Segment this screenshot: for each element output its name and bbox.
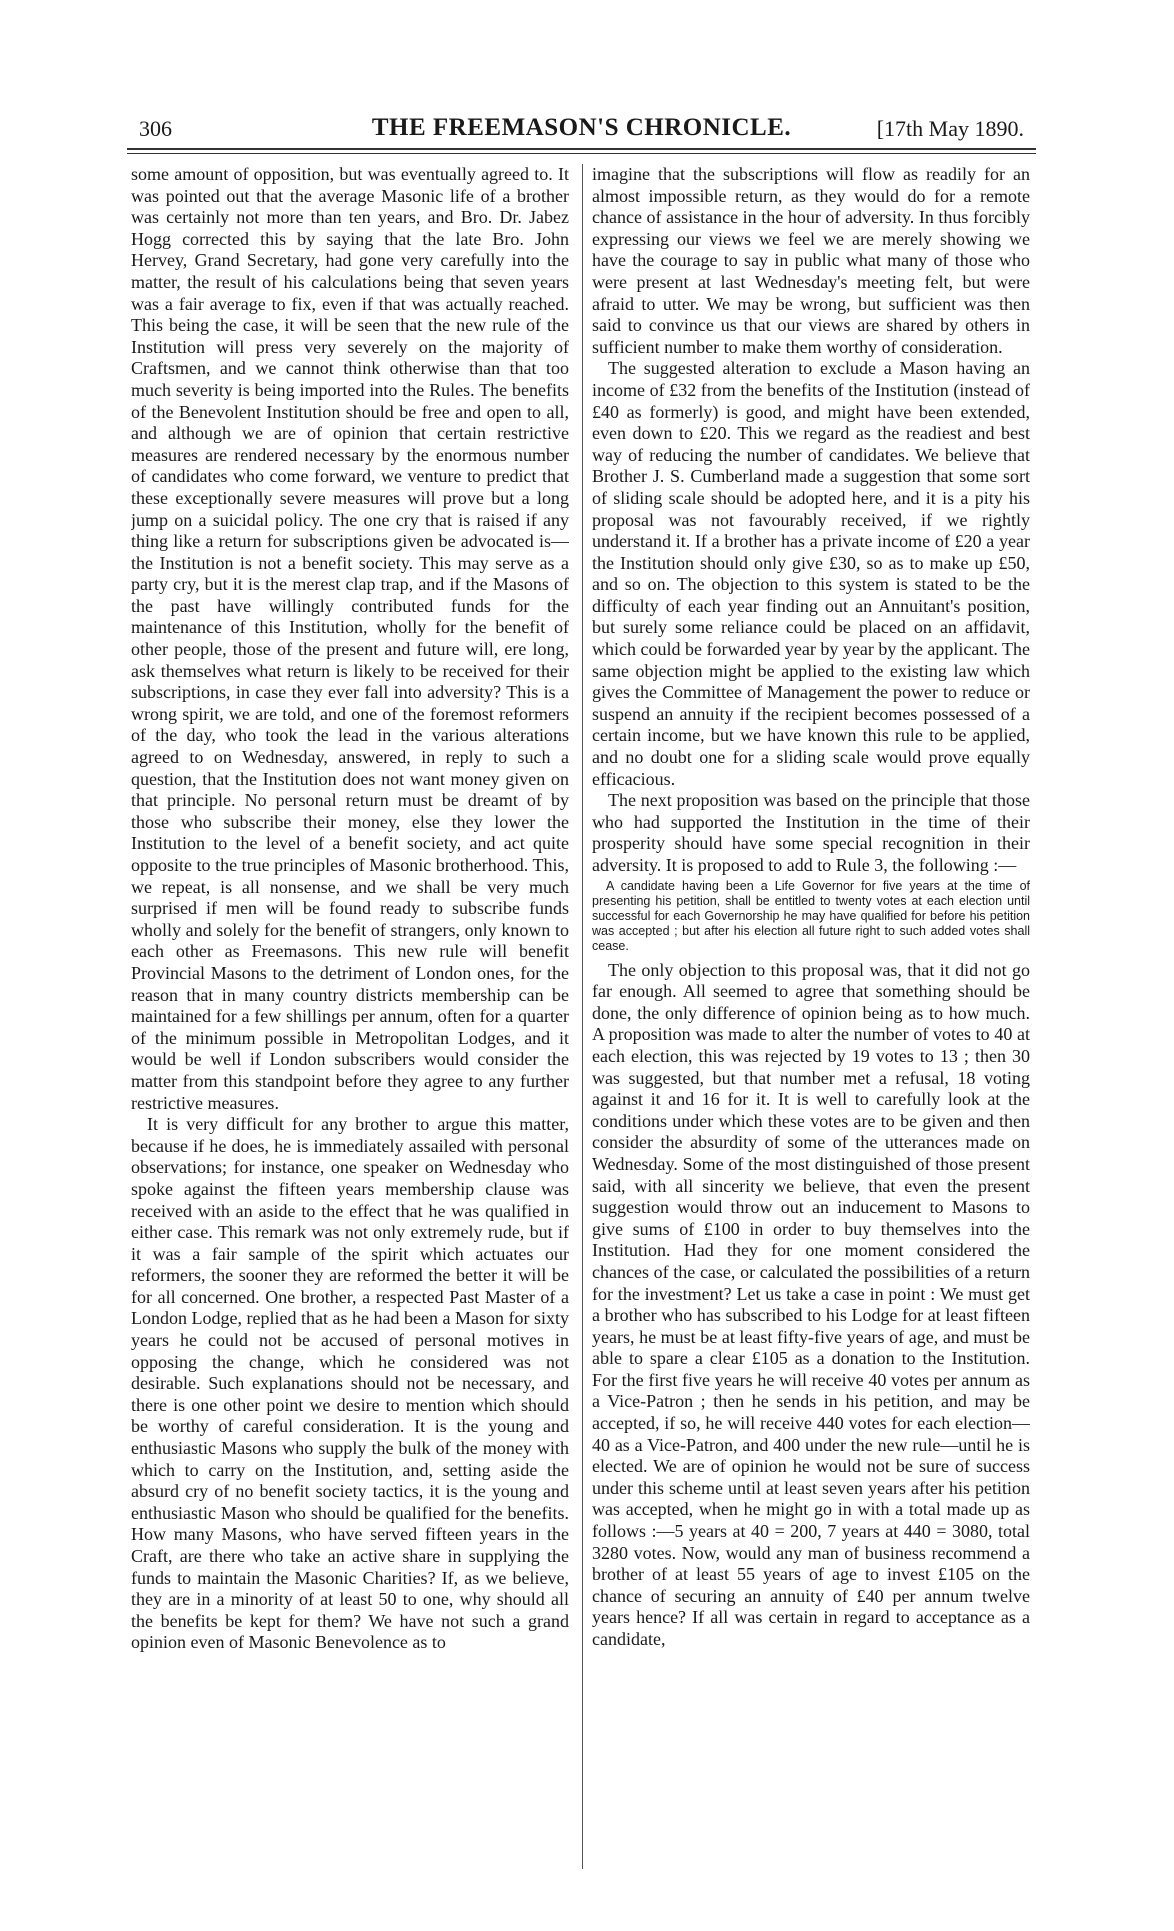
right-paragraph-1: imagine that the subscriptions will flow as readily for an almost impossible return, as they would do for a remote chance of assistance in the hour of adversity. In thus forcibly expressing our views we feel we are merely showing we have the courage to say in public what many of those who were present at last Wednesday's meeting felt, but were afraid to utter. We may be wrong, but sufficient was then said to convince us that our views are shared by others in sufficient number to make them worthy of consideration.: [592, 164, 1030, 357]
page-header: [127, 108, 1036, 148]
header-rule-thick: [127, 148, 1036, 150]
rule-quotation-text: A candidate having been a Life Governor for five years at the time of presenting his petition, shall be entitled to twenty votes at each election until successful for each Governorship he may have qualified for before his petition was accepted ; but after his election all future right to such added votes shall cease.: [592, 878, 1030, 953]
left-paragraph-2: It is very difficult for any brother to argue this matter, because if he does, he is immediately assailed with personal observations; for instance, one speaker on Wednesday who spoke against the fifteen years membership clause was received with an aside to the effect that he was qualified in either case. This remark was not only extremely rude, but if it was a fair sample of the spirit which actuates our reformers, the sooner they are reformed the better it will be for all concerned. One brother, a respected Past Master of a London Lodge, replied that as he had been a Mason for sixty years he could not be accused of personal motives in opposing the change, which he considered was not desirable. Such explanations should not be necessary, and there is one other point we desire to mention which should be worthy of careful consideration. It is the young and enthusiastic Masons who supply the bulk of the money with which to carry on the Institution, and, setting aside the absurd cry of no benefit society tactics, it is the young and enthusiastic Mason who should be qualified for the benefits. How many Masons, who have served fifteen years in the Craft, are there who take an active share in supplying the funds to maintain the Masonic Charities? If, as we believe, they are in a minority of at least 50 to one, why should all the benefits be kept for them? We have not such a grand opinion even of Masonic Benevolence as to: [131, 1114, 569, 1653]
right-paragraph-3: The next proposition was based on the principle that those who had supported the Institution in the time of their prosperity should have some special recognition in their adversity. It is proposed to add to Rule 3, the following :—: [592, 790, 1030, 875]
right-paragraph-4: The only objection to this proposal was, that it did not go far enough. All seemed to agree that something should be done, the only difference of opinion being as to how much. A proposition was made to alter the number of votes to 40 at each election, this was rejected by 19 votes to 13 ; then 30 was suggested, but that number met a refusal, 18 voting against it and 16 for it. It is well to carefully look at the conditions under which these votes are to be given and then consider the absurdity of some of the utterances made on Wednesday. Some of the most distinguished of those present said, with all sincerity we believe, that even the present suggestion would throw out an inducement to Masons to give sums of £100 in order to buy themselves into the Institution. Had they for one moment considered the chances of the case, or calculated the possibilities of a return for the investment? Let us take a case in point : We must get a brother who has subscribed to his Lodge for at least fifteen years, he must be at least fifty-five years of age, and must be able to spare a clear £105 as a donation to the Institution. For the first five years he will receive 40 votes per annum as a Vice-Patron ; then he sends in his petition, and may be accepted, if so, he will receive 440 votes for each election—40 as a Vice-Patron, and 400 under the new rule—until he is elected. We are of opinion he would not be sure of success under this scheme until at least seven years after his petition was accepted, when he might go in with a total made up as follows :—5 years at 40 = 200, 7 years at 440 = 3080, total 3280 votes. Now, would any man of business recommend a brother of at least 55 years of age to invest £105 on the chance of securing an annuity of £40 per annum twelve years hence? If all was certain in regard to acceptance as a candidate,: [592, 959, 1030, 1649]
rule-quotation: [592, 879, 1030, 954]
publication-title: THE FREEMASON'S CHRONICLE.: [371, 114, 792, 141]
right-paragraph-2: The suggested alteration to exclude a Mason having an income of £32 from the benefits of the Institution (instead of £40 as formerly) is good, and might have been extended, even down to £20. This we regard as the readiest and best way of reducing the number of candidates. We believe that Brother J. S. Cumberland made a suggestion that some sort of sliding scale should be adopted here, and it is a pity his proposal was not favourably received, if we rightly understand it. If a brother has a private income of £20 a year the Institution should only give £30, so as to make up £50, and so on. The objection to this system is stated to be the difficulty of each year finding out an Annuitant's position, but surely some reliance could be placed on an affidavit, which could be forwarded year by year by the applicant. The same objection might be applied to the existing law which gives the Committee of Management the power to reduce or suspend an annuity if the recipient becomes possessed of a certain income, but we have known this rule to be applied, and no doubt one for a sliding scale would prove equally efficacious.: [592, 358, 1030, 789]
column-divider: [582, 164, 583, 1869]
right-column: [592, 164, 1030, 1869]
issue-date: [17th May 1890.: [876, 116, 1024, 141]
left-paragraph-1: some amount of opposition, but was eventually agreed to. It was pointed out that the average Masonic life of a brother was certainly not more than ten years, and Bro. Dr. Jabez Hogg corrected this by saying that the late Bro. John Hervey, Grand Secretary, had gone very carefully into the matter, the result of his calculations being that seven years was a fair average to fix, even if that was actually reached. This being the case, it will be seen that the new rule of the Institution will press very severely on the majority of Craftsmen, and we cannot think otherwise than that too much severity is being imported into the Rules. The benefits of the Benevolent Institution should be free and open to all, and although we are of opinion that certain restrictive measures are rendered necessary by the enormous number of candidates who come forward, we venture to predict that these exceptionally severe measures will prove but a long jump on a suicidal policy. The one cry that is raised if any thing like a return for subscriptions given be advocated is—the Institution is not a benefit society. This may serve as a party cry, but it is the merest clap trap, and if the Masons of the past have willingly contributed funds for the maintenance of this Institution, wholly for the benefit of other people, those of the present and future will, ere long, ask themselves what return is likely to be received for their subscriptions, in case they ever fall into adversity? This is a wrong spirit, we are told, and one of the foremost reformers of the day, who took the lead in the various alterations agreed to on Wednesday, answered, in reply to such a question, that the Institution does not want money given on that principle. No personal return must be dreamt of by those who subscribe their money, else they lower the Institution to the level of a benefit society, and act quite opposite to the true principles of Masonic brotherhood. This, we repeat, is all nonsense, and we shall be very much surprised if men will be found ready to subscribe funds wholly and solely for the benefit of strangers, only known to each other as Freemasons. This new rule will benefit Provincial Masons to the detriment of London ones, for the reason that in many country districts membership can be maintained for a few shillings per annum, often for a quarter of the minimum possible in Metropolitan Lodges, and it would be well if London subscribers would consider the matter from this standpoint before they agree to any further restrictive measures.: [131, 164, 569, 1113]
page-number: 306: [139, 116, 172, 141]
header-rule-thin: [127, 153, 1036, 154]
left-column: [131, 164, 569, 1869]
